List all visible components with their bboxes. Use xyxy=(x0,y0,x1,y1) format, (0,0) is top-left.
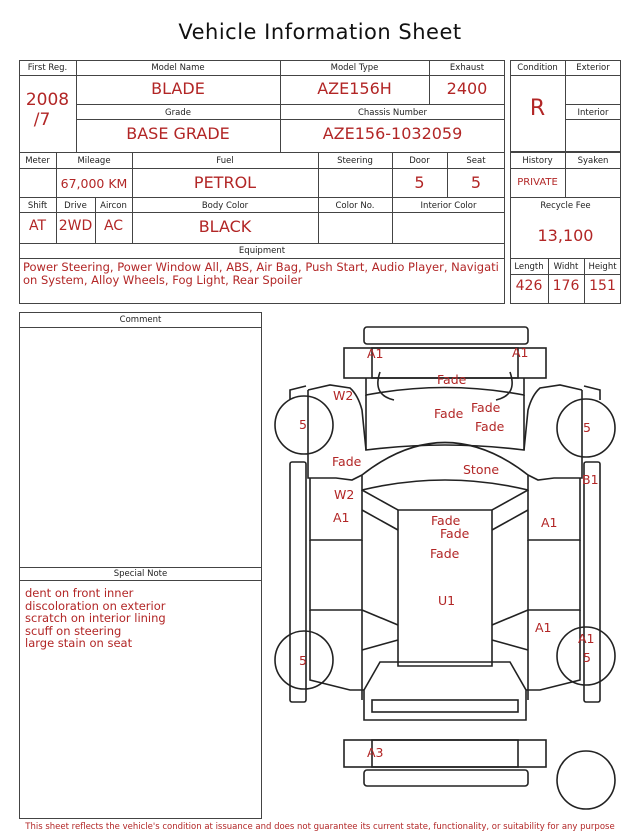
mileage-label: Mileage xyxy=(77,156,111,166)
grade-label: Grade xyxy=(165,108,191,118)
model-type-value: AZE156H xyxy=(317,79,392,98)
damage-mark: A1 xyxy=(541,515,558,530)
steering-label: Steering xyxy=(337,156,373,166)
meter-label: Meter xyxy=(25,156,50,166)
chassis-value: AZE156-1032059 xyxy=(322,124,463,143)
length-value: 426 xyxy=(515,278,543,294)
disclaimer-footer: This sheet reflects the vehicle's condition at issuance and does not guarantee its current state, functionality, or suitability for any purpose xyxy=(25,822,615,832)
damage-mark: 5 xyxy=(299,417,307,432)
seat-label: Seat xyxy=(466,156,486,166)
body-color-label: Body Color xyxy=(201,201,249,211)
body-color-value: BLACK xyxy=(198,217,252,236)
sheet-title: Vehicle Information Sheet xyxy=(178,20,462,44)
height-label: Height xyxy=(588,262,617,272)
aircon-value: AC xyxy=(103,218,124,234)
fuel-label: Fuel xyxy=(216,156,234,166)
door-label: Door xyxy=(409,156,430,166)
exterior-label: Exterior xyxy=(576,63,610,73)
damage-mark: A1 xyxy=(578,631,595,646)
damage-mark: W2 xyxy=(333,388,354,403)
condition-label: Condition xyxy=(517,63,558,73)
damage-mark: 5 xyxy=(299,653,307,668)
history-label: History xyxy=(522,156,553,166)
damage-mark: W2 xyxy=(334,487,355,502)
recycle-fee-label: Recycle Fee xyxy=(540,201,591,211)
mileage-value: 67,000 KM xyxy=(60,176,128,191)
special-note-item: scuff on steering xyxy=(25,623,122,638)
length-label: Length xyxy=(514,262,544,272)
special-note-item: discoloration on exterior xyxy=(25,598,166,613)
drive-label: Drive xyxy=(64,201,87,211)
damage-mark: A1 xyxy=(512,345,529,360)
drive-value: 2WD xyxy=(58,218,93,234)
damage-mark: A1 xyxy=(333,510,350,525)
damage-mark: Fade xyxy=(475,419,505,434)
damage-mark: Fade xyxy=(332,454,362,469)
special-note-item: scratch on interior lining xyxy=(25,611,166,625)
first-reg-label: First Reg. xyxy=(27,63,68,73)
height-value: 151 xyxy=(589,278,616,294)
fuel-value: PETROL xyxy=(193,173,257,192)
special-note-item: large stain on seat xyxy=(25,636,133,650)
damage-mark: Fade xyxy=(430,546,460,561)
color-no-label: Color No. xyxy=(335,201,375,211)
damage-mark: Fade xyxy=(471,400,501,415)
seat-value: 5 xyxy=(470,173,482,192)
damage-mark: U1 xyxy=(438,593,456,608)
model-name-value: BLADE xyxy=(151,79,205,98)
first-reg-month: /7 xyxy=(33,110,51,130)
aircon-label: Aircon xyxy=(100,201,127,211)
exhaust-value: 2400 xyxy=(446,79,488,98)
grade-value: BASE GRADE xyxy=(126,124,230,143)
shift-value: AT xyxy=(28,218,47,234)
damage-mark: Stone xyxy=(463,462,500,477)
damage-mark: Fade xyxy=(434,406,464,421)
model-name-label: Model Name xyxy=(151,63,205,73)
damage-mark: Fade xyxy=(431,513,461,528)
recycle-fee-value: 13,100 xyxy=(537,226,594,245)
exhaust-label: Exhaust xyxy=(449,63,485,73)
damage-mark: Fade xyxy=(440,526,470,541)
width-value: 176 xyxy=(552,278,580,294)
interior-color-label: Interior Color xyxy=(420,201,477,211)
interior-label: Interior xyxy=(577,108,609,118)
damage-mark: 5 xyxy=(583,650,591,665)
damage-mark: Fade xyxy=(437,372,467,387)
shift-label: Shift xyxy=(27,201,48,211)
door-value: 5 xyxy=(414,173,425,192)
chassis-label: Chassis Number xyxy=(357,108,428,118)
equipment-value: Power Steering, Power Window All, ABS, Air Bag, Push Start, Audio Player, Navigation System, Alloy Wheels, Fog Light, Rear Spoiler xyxy=(23,260,499,287)
syaken-label: Syaken xyxy=(577,156,609,166)
damage-mark: A1 xyxy=(367,346,384,361)
first-reg-year: 2008 xyxy=(25,90,70,110)
equipment-label: Equipment xyxy=(238,246,286,256)
damage-mark: A1 xyxy=(535,620,552,635)
special-note-item: dent on front inner xyxy=(25,586,134,600)
history-value: PRIVATE xyxy=(517,177,558,188)
comment-label: Comment xyxy=(119,315,162,325)
damage-mark: B1 xyxy=(582,472,599,487)
damage-mark: A3 xyxy=(367,745,384,760)
width-label: Widht xyxy=(553,262,579,272)
damage-mark: 5 xyxy=(583,420,591,435)
special-note-label: Special Note xyxy=(113,569,168,579)
condition-value: R xyxy=(529,96,546,121)
model-type-label: Model Type xyxy=(330,63,379,73)
